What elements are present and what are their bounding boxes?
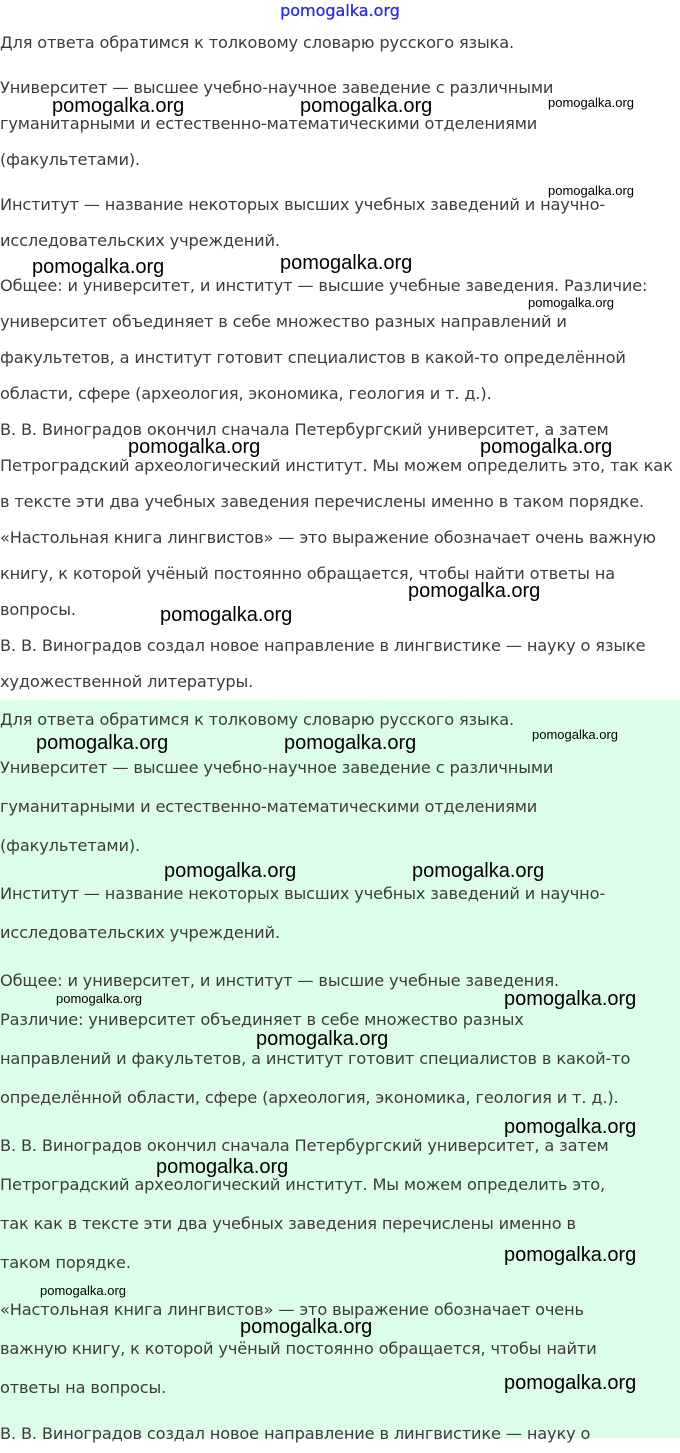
text-line: художественной литературы. [0,672,254,691]
site-link[interactable]: pomogalka.org [280,1,400,20]
text-line: гуманитарными и естественно-математическими отделениями [0,797,538,816]
watermark: pomogalka.org [156,1156,289,1178]
watermark: pomogalka.org [412,860,545,882]
text-line: книгу, к которой учёный постоянно обращается, чтобы найти ответы на [0,564,615,583]
watermark: pomogalka.org [56,991,142,1006]
watermark: pomogalka.org [40,1283,126,1298]
watermark: pomogalka.org [548,95,634,110]
watermark: pomogalka.org [160,604,293,626]
s1-paragraph [0,520,676,628]
text-line: Для ответа обратимся к толковому словарю русского языка. [0,33,515,52]
watermark: pomogalka.org [164,860,297,882]
text-line: ответы на вопросы. [0,1378,167,1397]
watermark: pomogalka.org [504,1372,637,1394]
watermark: pomogalka.org [256,1028,389,1050]
text-line: определённой области, сфере (археология, экономика, геология и т. д.). [0,1088,619,1107]
text-line: Университет — высшее учебно-научное заведение с различными [0,758,554,777]
text-line: исследовательских учреждений. [0,231,280,250]
watermark: pomogalka.org [36,732,169,754]
text-line: В. В. Виноградов создал новое направление в лингвистике — науку о языке [0,636,646,655]
text-line: таком порядке. [0,1253,131,1272]
text-line: Петроградский археологический институт. Мы можем определить это, так как [0,456,673,475]
s1-paragraph [0,70,676,178]
text-line: «Настольная книга лингвистов» — это выражение обозначает очень важную [0,528,656,547]
watermark: pomogalka.org [280,252,413,274]
text-line: вопросы. [0,600,76,619]
s2-paragraph [0,1414,676,1453]
text-line: в тексте эти два учебных заведения перечислены именно в таком порядке. [0,492,645,511]
text-line: исследовательских учреждений. [0,923,280,942]
text-line: Институт — название некоторых высших учебных заведений и научно- [0,884,606,903]
text-line: Общее: и университет, и институт — высшие учебные заведения. Различие: [0,276,648,295]
watermark: pomogalka.org [240,1316,373,1338]
text-line: факультетов, а институт готовит специалистов в какой-то определённой [0,348,626,367]
text-line: В. В. Виноградов окончил сначала Петербургский университет, а затем [0,1136,609,1155]
text-line: «Настольная книга лингвистов» — это выражение обозначает очень [0,1300,584,1319]
text-line: университет объединяет в себе множество разных направлений и [0,312,567,331]
watermark: pomogalka.org [300,95,433,117]
text-line: направлений и факультетов, а институт готовит специалистов в какой-то [0,1049,631,1068]
watermark: pomogalka.org [504,1244,637,1266]
s1-paragraph [0,268,676,412]
watermark: pomogalka.org [548,183,634,198]
text-line: гуманитарными и естественно-математическими отделениями [0,114,538,133]
text-line: области, сфере (археология, экономика, геология и т. д.). [0,384,492,403]
text-line: (факультетами). [0,836,140,855]
s1-paragraph [0,25,676,61]
text-line: Для ответа обратимся к толковому словарю русского языка. [0,710,515,729]
s1-paragraph [0,412,676,520]
text-line: Различие: университет объединяет в себе множество разных [0,1010,524,1029]
watermark: pomogalka.org [504,1116,637,1138]
text-line: Институт — название некоторых высших учебных заведений и научно- [0,195,606,214]
watermark: pomogalka.org [32,256,165,278]
text-line: так как в тексте эти два учебных заведения перечислены именно в [0,1214,576,1233]
s2-paragraph [0,748,676,865]
watermark: pomogalka.org [52,95,185,117]
watermark: pomogalka.org [504,988,637,1010]
watermark: pomogalka.org [528,295,614,310]
text-line: (факультетами). [0,150,140,169]
s2-paragraph [0,874,676,952]
watermark: pomogalka.org [408,580,541,602]
watermark: pomogalka.org [284,732,417,754]
text-line: В. В. Виноградов окончил сначала Петербургский университет, а затем [0,420,609,439]
watermark: pomogalka.org [128,436,261,458]
text-line: Петроградский археологический институт. Мы можем определить это, [0,1175,606,1194]
text-line: Университет — высшее учебно-научное заведение с различными [0,78,554,97]
watermark: pomogalka.org [480,436,613,458]
text-line: Общее: и университет, и институт — высшие учебные заведения. [0,971,560,990]
s1-paragraph [0,628,676,700]
text-line: важную книгу, к которой учёный постоянно обращается, чтобы найти [0,1339,597,1358]
watermark: pomogalka.org [532,727,618,742]
text-line: В. В. Виноградов создал новое направление в лингвистике — науку о [0,1424,591,1443]
